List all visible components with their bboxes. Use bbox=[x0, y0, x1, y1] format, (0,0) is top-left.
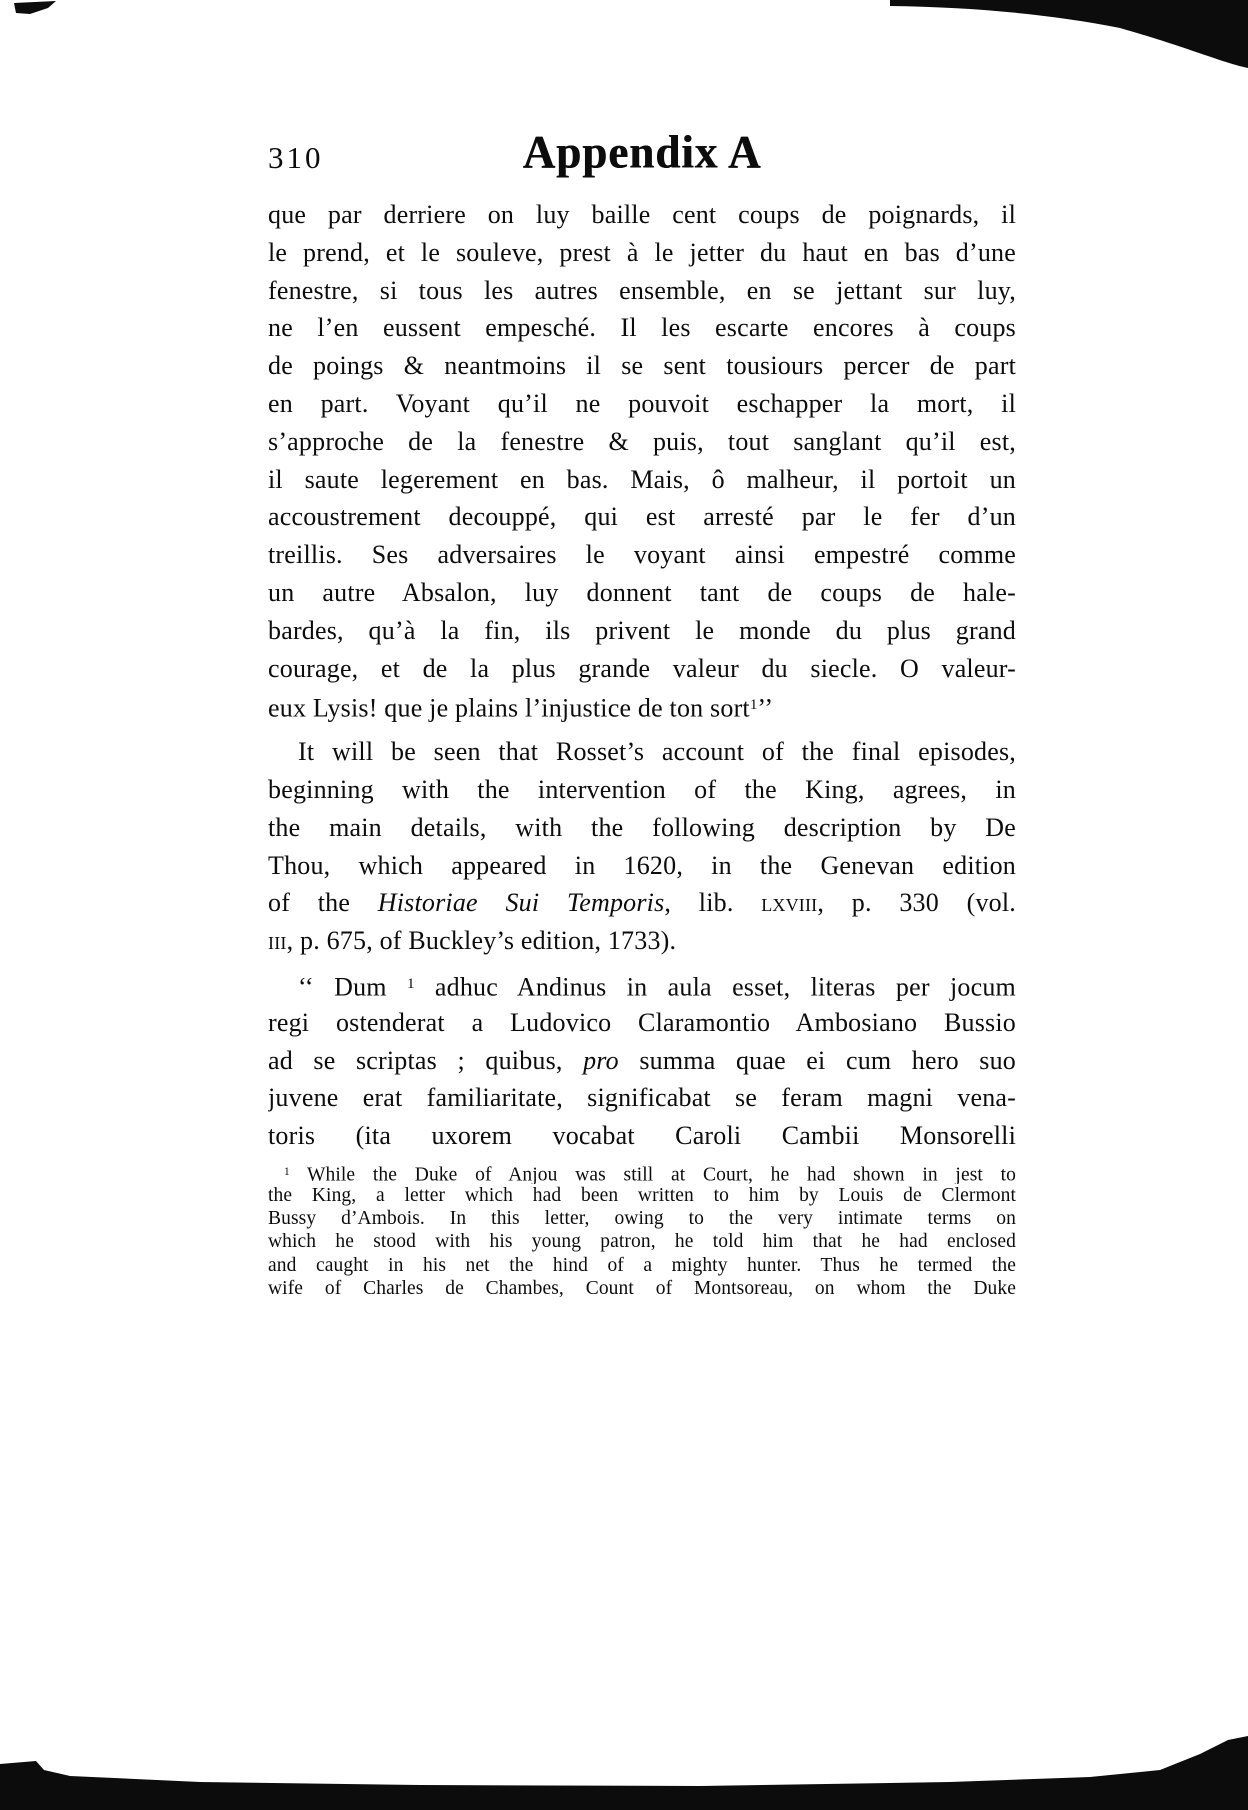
text-segment: of the bbox=[268, 888, 378, 918]
french-quote-paragraph bbox=[268, 196, 1016, 725]
text-line bbox=[268, 196, 1016, 234]
text-line bbox=[268, 771, 1016, 809]
text-line bbox=[268, 733, 1016, 771]
text-line bbox=[268, 1254, 1016, 1277]
text-segment: pro bbox=[583, 1045, 619, 1075]
text-line bbox=[268, 1117, 1016, 1155]
text-line bbox=[268, 1184, 1016, 1207]
text-line bbox=[268, 574, 1016, 612]
text-segment: de poings & neantmoins il se sent tousiours percer de part bbox=[268, 351, 1016, 381]
text-line bbox=[268, 461, 1016, 499]
english-paragraph bbox=[268, 733, 1016, 960]
text-segment: que par derriere on luy baille cent coups de poignards, il bbox=[268, 200, 1016, 229]
text-segment: ne l’en eussent empesché. Il les escarte encores à coups bbox=[268, 313, 1016, 343]
text-line bbox=[268, 966, 1016, 1004]
text-line bbox=[268, 347, 1016, 385]
text-segment: il saute legerement en bas. Mais, ô malheur, il portoit un bbox=[268, 464, 1016, 494]
text-segment: , lib. bbox=[664, 888, 762, 918]
text-segment: iii bbox=[268, 926, 287, 956]
footnote-paragraph bbox=[268, 1161, 1016, 1300]
text-segment: 1 bbox=[749, 697, 758, 714]
text-line bbox=[268, 1230, 1016, 1253]
text-segment: bardes, qu’à la fin, ils privent le monde du plus grand bbox=[268, 615, 1016, 645]
text-segment: regi ostenderat a Ludovico Claramontio Ambosiano Bussio bbox=[268, 1007, 1016, 1037]
text-line bbox=[268, 1042, 1016, 1080]
text-segment: accoustrement decouppé, qui est arresté par le fer d’un bbox=[268, 502, 1016, 532]
text-line bbox=[268, 847, 1016, 885]
text-segment: courage, et de la plus grande valeur du siecle. O valeur- bbox=[268, 653, 1016, 683]
text-line bbox=[268, 1207, 1016, 1230]
scan-artifact-top-left bbox=[12, 1, 58, 19]
text-segment: , p. 330 (vol. bbox=[817, 888, 1016, 918]
text-segment: Historiae Sui Temporis bbox=[377, 888, 665, 918]
text-segment: ’’ bbox=[757, 693, 774, 723]
text-segment: summa quae ei cum hero suo bbox=[618, 1045, 1016, 1075]
text-segment: fenestre, si tous les autres ensemble, en se jettant sur luy, bbox=[268, 275, 1016, 305]
page-title: Appendix A bbox=[522, 126, 762, 178]
text-segment: 1 bbox=[407, 975, 415, 992]
text-segment: which he stood with his young patron, he told him that he had enclosed bbox=[268, 1231, 1016, 1253]
text-segment: toris (ita uxorem vocabat Caroli Cambii Monsorelli bbox=[268, 1121, 1016, 1151]
text-segment: ‘‘ Dum bbox=[298, 972, 408, 1002]
text-line bbox=[268, 687, 1016, 725]
scan-artifact-top-right bbox=[890, 0, 1248, 68]
text-line bbox=[268, 234, 1016, 272]
text-segment: , p. 675, of Buckley’s edition, 1733). bbox=[286, 926, 677, 956]
text-line bbox=[268, 884, 1016, 922]
text-segment: wife of Charles de Chambes, Count of Montsoreau, on whom the Duke bbox=[268, 1277, 1016, 1299]
text-segment: Thou, which appeared in 1620, in the Genevan edition bbox=[268, 850, 1016, 880]
page-header bbox=[268, 126, 1016, 188]
text-line bbox=[268, 650, 1016, 688]
text-segment: un autre Absalon, luy donnent tant de coups de hale- bbox=[268, 577, 1016, 607]
latin-quote-paragraph bbox=[268, 966, 1016, 1155]
text-segment: le prend, et le souleve, prest à le jetter du haut en bas d’une bbox=[268, 237, 1016, 267]
text-segment: 1 bbox=[284, 1165, 290, 1178]
text-segment: It will be seen that Rosset’s account of the final episodes, bbox=[298, 737, 1016, 767]
text-segment: beginning with the intervention of the King, agrees, in bbox=[268, 774, 1016, 804]
text-line bbox=[268, 1277, 1016, 1300]
text-segment: lxviii bbox=[761, 888, 818, 918]
text-segment: adhuc Andinus in aula esset, literas per jocum bbox=[414, 972, 1016, 1002]
text-line bbox=[268, 536, 1016, 574]
text-line bbox=[268, 1079, 1016, 1117]
text-segment: Bussy d’Ambois. In this letter, owing to the very intimate terms on bbox=[268, 1208, 1016, 1230]
text-block bbox=[268, 196, 1016, 1300]
text-segment: eux Lysis! que je plains l’injustice de ton sort bbox=[268, 693, 750, 723]
text-segment: s’approche de la fenestre & puis, tout sanglant qu’il est, bbox=[268, 426, 1016, 456]
text-segment: While the Duke of Anjou was still at Court, he had shown in jest to bbox=[289, 1164, 1016, 1185]
text-segment: en part. Voyant qu’il ne pouvoit eschapper la mort, il bbox=[268, 388, 1016, 418]
text-line bbox=[268, 423, 1016, 461]
text-segment: and caught in his net the hind of a mighty hunter. Thus he termed the bbox=[268, 1254, 1016, 1276]
text-line bbox=[268, 1004, 1016, 1042]
page-number: 310 bbox=[268, 140, 324, 175]
text-line bbox=[268, 809, 1016, 847]
text-line bbox=[268, 385, 1016, 423]
text-line bbox=[268, 1161, 1016, 1184]
text-segment: ad se scriptas ; quibus, bbox=[268, 1045, 584, 1075]
text-segment: juvene erat familiaritate, significabat se feram magni vena- bbox=[268, 1083, 1016, 1113]
text-line bbox=[268, 922, 1016, 960]
text-segment: treillis. Ses adversaires le voyant ainsi empestré comme bbox=[268, 540, 1016, 570]
text-line bbox=[268, 309, 1016, 347]
text-line bbox=[268, 272, 1016, 310]
text-segment: the King, a letter which had been written to him by Louis de Clermont bbox=[268, 1185, 1016, 1207]
text-segment: the main details, with the following description by De bbox=[268, 812, 1016, 842]
scan-artifact-bottom bbox=[0, 1730, 1248, 1810]
text-line bbox=[268, 612, 1016, 650]
text-line bbox=[268, 498, 1016, 536]
